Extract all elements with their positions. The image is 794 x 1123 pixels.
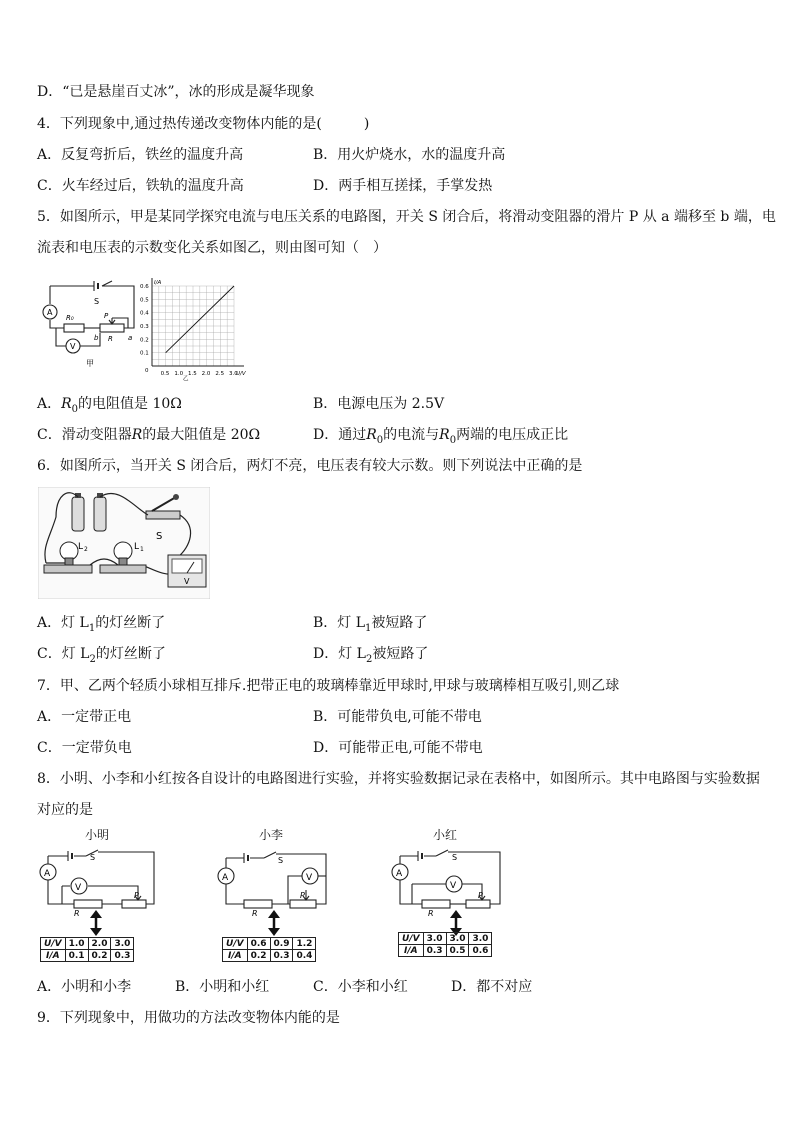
svg-text:A: A — [44, 869, 51, 879]
svg-text:L: L — [78, 542, 84, 552]
q5-circuit-diagram — [38, 278, 138, 373]
svg-text:V: V — [184, 577, 190, 586]
double-arrow-icon — [268, 910, 280, 936]
svg-text:2: 2 — [84, 546, 88, 553]
svg-text:甲: 甲 — [86, 359, 94, 368]
q6-option-c: C．灯 $L_2$的灯丝断了 — [37, 646, 166, 665]
q6-option-a: A．灯 $L_1$的灯丝断了 — [37, 615, 166, 634]
q8-option-d: D．都不对应 — [451, 979, 533, 995]
x-tick-label: 2.0 — [201, 371, 211, 377]
svg-text:V: V — [75, 883, 82, 893]
q6-physical-circuit — [38, 487, 210, 599]
q8-option-b: B．小明和小红 — [175, 979, 270, 995]
q5-stem-line2: 流表和电压表的示数变化关系如图乙，则由图可知（ ） — [37, 240, 387, 256]
q8-circuit2-diagram — [208, 846, 334, 938]
q5-iu-graph — [138, 278, 256, 383]
q8-circuit1-diagram — [38, 846, 164, 938]
svg-text:A: A — [222, 873, 229, 883]
svg-text:V: V — [306, 873, 313, 883]
svg-text:S: S — [94, 297, 100, 306]
svg-text:L: L — [134, 542, 140, 552]
q8-circuit-xiaoli: 小李 — [258, 828, 283, 842]
q6-stem: 6．如图所示，当开关 S 闭合后，两灯不亮，电压表有较大示数。则下列说法中正确的是 — [37, 458, 583, 474]
svg-text:A: A — [47, 308, 53, 317]
svg-text:R: R — [252, 909, 258, 918]
q4-option-c: C．火车经过后，铁轨的温度升高 — [37, 178, 244, 194]
q7-option-c: C．一定带负电 — [37, 740, 132, 756]
q8-circuit3-diagram — [382, 846, 508, 938]
q8-table-xiaohong: U/V 3.0 3.0 3.0 I/A 0.3 0.5 0.6 — [398, 932, 492, 957]
q5-option-b: B．电源电压为 2.5V — [313, 396, 445, 412]
y-tick-label: 0.6 — [140, 284, 149, 290]
svg-text:S: S — [90, 853, 96, 862]
q6-option-d: D．灯 $L_2$被短路了 — [313, 646, 429, 665]
x-tick-label: 2.5 — [215, 371, 225, 377]
q6-option-b: B．灯 $L_1$被短路了 — [313, 615, 428, 634]
q7-option-a: A．一定带正电 — [37, 709, 132, 725]
x-tick-label: 0.5 — [160, 371, 170, 377]
x-tick-label: 3.0 — [229, 371, 238, 377]
y-tick-label: 0.5 — [140, 297, 149, 304]
q8-circuit-xiaohong: 小红 — [432, 828, 457, 842]
svg-text:a: a — [128, 334, 133, 342]
svg-text:A: A — [396, 869, 403, 879]
svg-text:S: S — [156, 531, 163, 542]
svg-text:V: V — [70, 342, 76, 351]
q8-option-a: A．小明和小李 — [37, 979, 132, 995]
x-tick-label: 1.0 — [174, 371, 184, 377]
svg-text:R: R — [108, 335, 113, 343]
q4-option-b: B．用火炉烧水，水的温度升高 — [313, 147, 506, 163]
chart-caption: 乙 — [183, 376, 189, 382]
svg-text:R: R — [74, 909, 80, 918]
svg-text:R: R — [428, 909, 434, 918]
q5-option-a: A．$R_0$的电阻值是 10Ω — [37, 396, 182, 415]
q8-stem-line1: 8．小明、小李和小红按各自设计的电路图进行实验，并将实验数据记录在表格中，如图所示。其中电路图与实验数据 — [37, 771, 760, 787]
svg-text:P: P — [478, 891, 483, 900]
y-axis-label: I/A — [154, 280, 162, 286]
q8-circuit-xiaoming: 小明 — [84, 828, 109, 842]
origin-label: 0 — [145, 368, 149, 374]
svg-text:S: S — [278, 856, 284, 865]
y-tick-label: 0.1 — [140, 350, 149, 357]
q4-stem: 4．下列现象中,通过热传递改变物体内能的是( ) — [37, 116, 370, 132]
q5-stem-line1: 5．如图所示，甲是某同学探究电流与电压关系的电路图，开关 S 闭合后，将滑动变阻器的滑片 P 从 a 端移至 b 端，电 — [37, 209, 776, 225]
q7-option-b: B．可能带负电,可能不带电 — [313, 709, 482, 725]
q8-table-xiaoming: U/V 1.0 2.0 3.0 I/A 0.1 0.2 0.3 — [40, 937, 134, 962]
q9-stem: 9．下列现象中，用做功的方法改变物体内能的是 — [37, 1010, 340, 1026]
x-axis-label: U/V — [236, 371, 246, 377]
q8-option-c: C．小李和小红 — [313, 979, 408, 995]
y-tick-label: 0.2 — [140, 337, 149, 344]
svg-text:P: P — [134, 891, 139, 900]
q4-option-a: A．反复弯折后，铁丝的温度升高 — [37, 147, 244, 163]
svg-text:P: P — [104, 312, 109, 320]
svg-text:R₀: R₀ — [66, 314, 74, 322]
q4-option-d: D．两手相互搓揉，手掌发热 — [313, 178, 493, 194]
svg-text:P: P — [300, 891, 305, 900]
q8-table-xiaoli: U/V 0.6 0.9 1.2 I/A 0.2 0.3 0.4 — [222, 937, 316, 962]
y-tick-label: 0.3 — [140, 324, 149, 330]
svg-text:V: V — [450, 881, 457, 891]
double-arrow-icon — [90, 910, 102, 936]
q8-stem-line2: 对应的是 — [37, 802, 93, 818]
q3-option-d: D．“已是悬崖百丈冰”，冰的形成是凝华现象 — [37, 84, 315, 100]
y-tick-label: 0.4 — [140, 310, 149, 317]
svg-text:S: S — [452, 853, 458, 862]
q7-stem: 7．甲、乙两个轻质小球相互排斥.把带正电的玻璃棒靠近甲球时,甲球与玻璃棒相互吸引,则乙球 — [37, 678, 620, 694]
q7-option-d: D．可能带正电,可能不带电 — [313, 740, 483, 756]
q5-option-d: D．通过$R_0$的电流与$R_0$两端的电压成正比 — [313, 427, 569, 446]
svg-text:b: b — [94, 334, 99, 342]
q5-option-c: C．滑动变阻器R的最大阻值是 20Ω — [37, 427, 261, 443]
svg-text:1: 1 — [140, 546, 144, 553]
x-tick-label: 1.5 — [188, 371, 197, 377]
